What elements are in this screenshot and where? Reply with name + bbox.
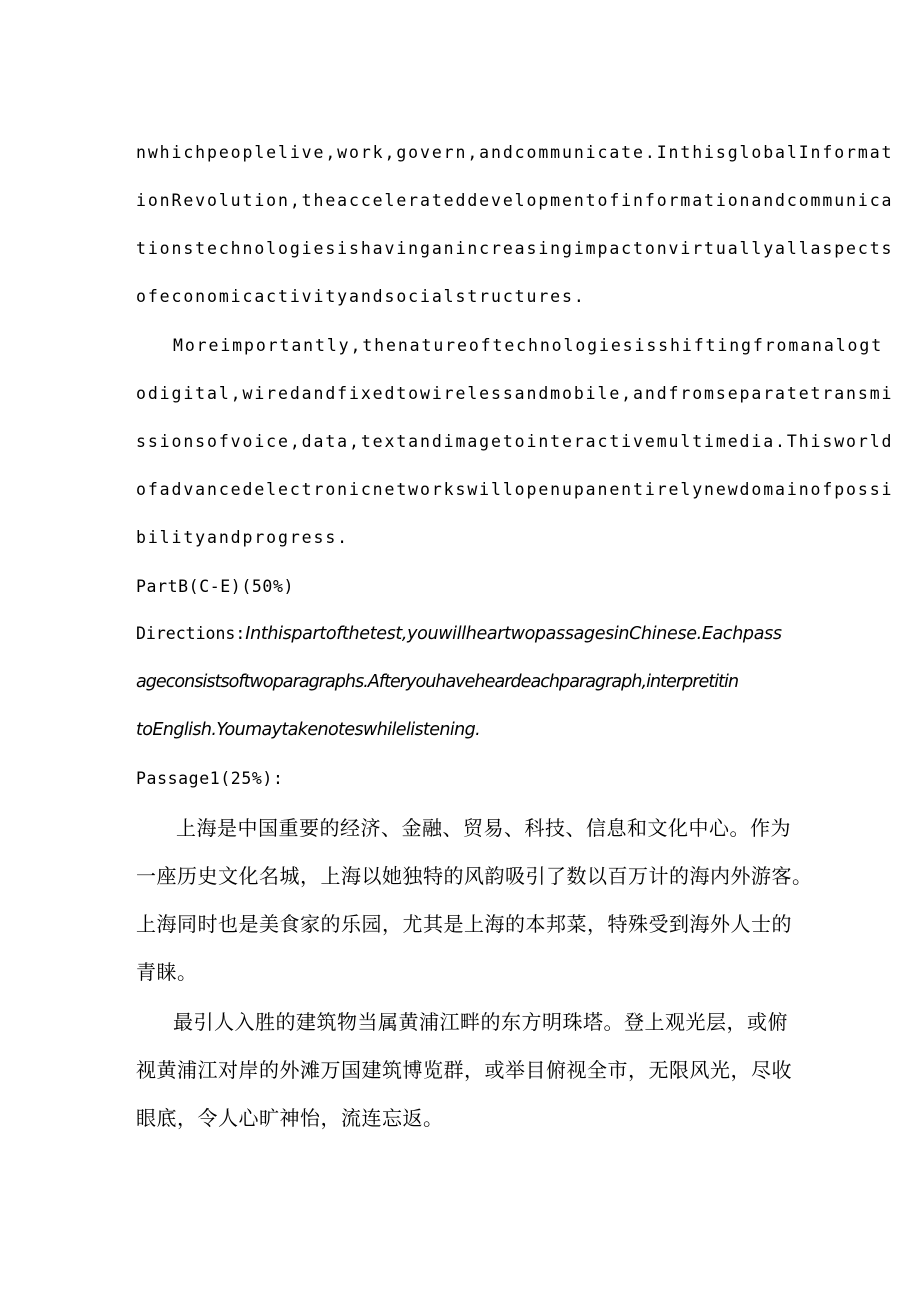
passage1-p2-line-3: 眼底，令人心旷神怡，流连忘返。: [136, 1106, 444, 1130]
passage1-heading: Passage1(25%):: [136, 769, 284, 788]
directions-label: Directions:: [136, 624, 246, 643]
directions-text-1: Inthispartofthetest,youwillheartwopassagesinChinese.Eachpass: [245, 624, 782, 644]
part-b-heading: PartB(C-E)(50%): [136, 577, 295, 596]
passage-en-p2-line-3: ssionsofvoice,data,textandimagetointeractivemultimedia.Thisworld: [136, 432, 894, 451]
passage-en-p1-line-4: ofeconomicactivityandsocialstructures.: [136, 287, 586, 306]
passage1-p1-line-3: 上海同时也是美食家的乐园，尤其是上海的本邦菜，特殊受到海外人士的: [136, 912, 792, 936]
passage1-p2-line-1: 最引人入胜的建筑物当属黄浦江畔的东方明珠塔。登上观光层，或俯: [173, 1010, 788, 1034]
directions-line-2: ageconsistsoftwoparagraphs.Afteryouhaveheardeachparagraph,interpretitin: [136, 672, 739, 692]
passage-en-p1-line-2: ionRevolution,theaccelerateddevelopmentofinformationandcommunica: [136, 191, 894, 210]
passage1-p1-line-4: 青睐。: [136, 960, 198, 984]
directions-line-1: [136, 626, 782, 644]
passage-en-p2-line-1: Moreimportantly,thenatureoftechnologiesisshiftingfromanalogt: [173, 336, 884, 355]
passage-en-p1-line-1: nwhichpeoplelive,work,govern,andcommunicate.InthisglobalInformat: [136, 143, 894, 162]
passage1-p1-line-2: 一座历史文化名城，上海以她独特的风韵吸引了数以百万计的海内外游客。: [136, 864, 813, 888]
directions-line-3: toEnglish.Youmaytakenoteswhilelistening.: [136, 720, 481, 740]
passage-en-p2-line-4: ofadvancedelectronicnetworkswillopenupanentirelynewdomainofpossi: [136, 480, 894, 499]
passage-en-p1-line-3: tionstechnologiesishavinganincreasingimpactonvirtuallyallaspects: [136, 239, 894, 258]
passage-en-p2-line-5: bilityandprogress.: [136, 528, 350, 547]
passage-en-p2-line-2: odigital,wiredandfixedtowirelessandmobile,andfromseparatetransmi: [136, 384, 894, 403]
passage1-p2-line-2: 视黄浦江对岸的外滩万国建筑博览群，或举目俯视全市，无限风光，尽收: [136, 1058, 792, 1082]
passage1-p1-line-1: 上海是中国重要的经济、金融、贸易、科技、信息和文化中心。作为: [176, 816, 791, 840]
